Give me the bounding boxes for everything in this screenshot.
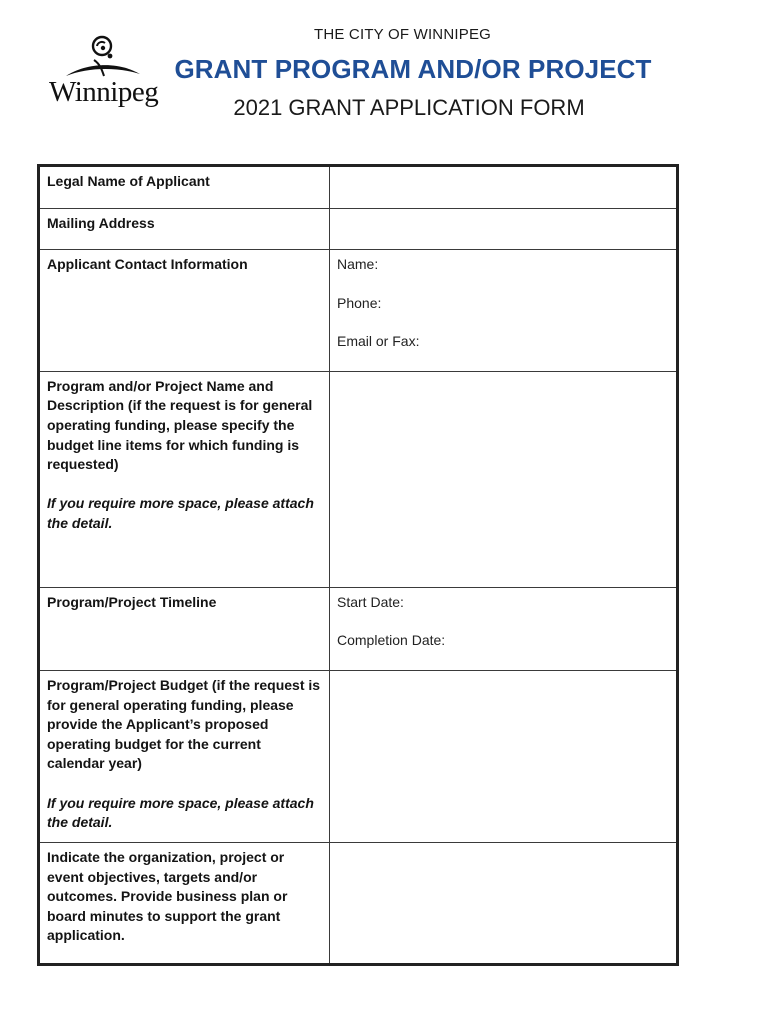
city-name: THE CITY OF WINNIPEG — [313, 26, 492, 43]
application-form-table — [37, 164, 679, 966]
program-description-text: Program and/or Project Name and Description (if the request is for general operating funding, please specify the budget line items for which funding is requested) — [47, 377, 313, 473]
table-row — [39, 250, 678, 372]
mailing-address-label: Mailing Address — [39, 209, 330, 250]
table-row — [39, 670, 678, 842]
objectives-label: Indicate the organization, project or event objectives, targets and/or outcomes. Provide business plan or board minutes to support the grant application. — [39, 842, 330, 964]
table-row — [39, 166, 678, 209]
program-description-field[interactable] — [330, 371, 678, 587]
contact-info-label: Applicant Contact Information — [39, 250, 330, 372]
table-row — [39, 209, 678, 250]
start-date-label: Start Date: — [337, 593, 404, 610]
contact-email-fax-label: Email or Fax: — [337, 333, 420, 350]
program-description-label — [39, 371, 330, 587]
budget-label — [39, 670, 330, 842]
legal-name-label: Legal Name of Applicant — [39, 166, 330, 209]
table-row — [39, 842, 678, 964]
timeline-field[interactable] — [330, 587, 678, 670]
mailing-address-field[interactable] — [330, 209, 678, 250]
budget-note: If you require more space, please attach the detail. — [47, 794, 314, 831]
form-subtitle: 2021 GRANT APPLICATION FORM — [233, 95, 585, 120]
contact-info-field[interactable] — [330, 250, 678, 372]
logo-wordmark: Winnipeg — [49, 76, 159, 108]
objectives-field[interactable] — [330, 842, 678, 964]
timeline-label: Program/Project Timeline — [39, 587, 330, 670]
table-row — [39, 371, 678, 587]
contact-name-label: Name: — [337, 256, 379, 272]
completion-date-label: Completion Date: — [337, 632, 446, 649]
table-row — [39, 587, 678, 670]
page-title: GRANT PROGRAM AND/OR PROJECT — [174, 54, 652, 84]
legal-name-field[interactable] — [330, 166, 678, 209]
contact-phone-label: Phone: — [337, 294, 382, 311]
program-description-note: If you require more space, please attach the detail. — [47, 495, 314, 531]
budget-field[interactable] — [330, 670, 678, 842]
budget-text: Program/Project Budget (if the request is for general operating funding, please provide the Applicant’s proposed operating budget for the current calendar year) — [47, 676, 321, 772]
